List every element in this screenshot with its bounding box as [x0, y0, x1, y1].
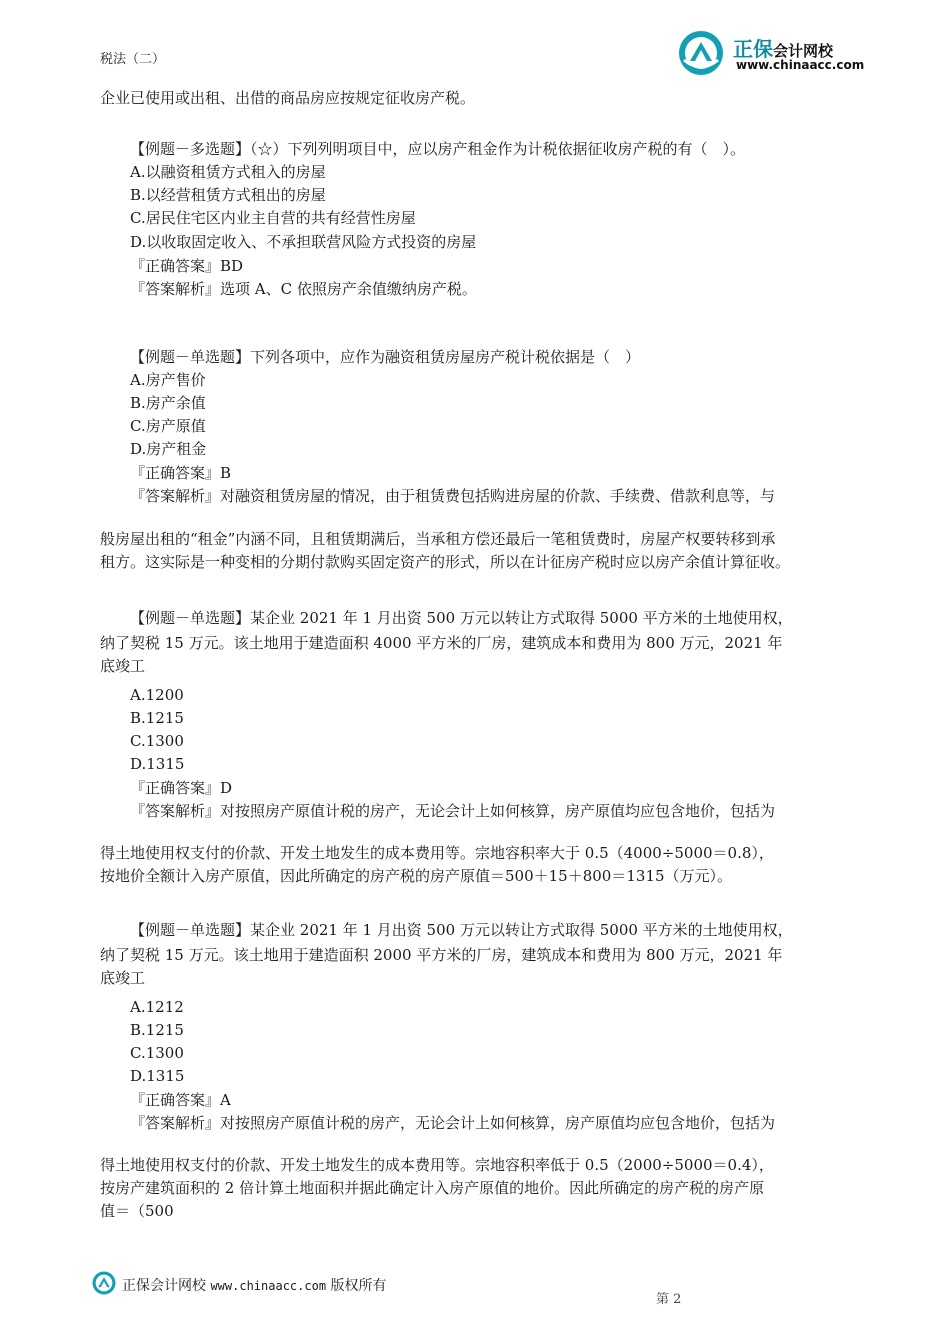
q3-stem-line-2: 纳了契税 15 万元。该土地用于建造面积 4000 平方米的厂房，建筑成本和费用为 800 万元，2021 年	[100, 634, 783, 652]
q3-option-d: D.1315	[130, 755, 185, 773]
chinaacc-logo-icon	[678, 30, 724, 76]
q2-analysis-line-3: 租方。这实际是一种变相的分期付款购买固定资产的形式，所以在计征房产税时应以房产余值计算征收。	[100, 553, 791, 571]
q4-analysis-line-1: 『答案解析』对按照房产原值计税的房产，无论会计上如何核算，房产原值均应包含地价，包括为	[130, 1114, 776, 1132]
q4-analysis-line-2: 得土地使用权支付的价款、开发土地发生的成本费用等。宗地容积率低于 0.5（2000÷5000＝0.4），	[100, 1156, 774, 1174]
q2-analysis-line-2: 般房屋出租的“租金”内涵不同，且租赁期满后，当承租方偿还最后一笔租赁费时，房屋产权要转移到承	[100, 530, 776, 548]
brand-url: www.chinaacc.com	[736, 58, 865, 72]
q4-analysis-line-3: 按房产建筑面积的 2 倍计算土地面积并据此确定计入房产原值的地价。因此所确定的房产税的房产原	[100, 1179, 765, 1197]
q1-analysis: 『答案解析』选项 A、C 依照房产余值缴纳房产税。	[130, 280, 477, 298]
q4-stem-line-2: 纳了契税 15 万元。该土地用于建造面积 2000 平方米的厂房，建筑成本和费用为 800 万元，2021 年	[100, 946, 783, 964]
q1-option-c: C.居民住宅区内业主自营的共有经营性房屋	[130, 209, 416, 227]
q3-analysis-line-3: 按地价全额计入房产原值，因此所确定的房产税的房产原值＝500＋15＋800＝1315（万元）。	[100, 867, 733, 885]
q3-option-b: B.1215	[130, 709, 184, 727]
brand-logo[interactable]	[678, 30, 878, 76]
chinaacc-footer-logo-icon	[92, 1271, 116, 1295]
footer-url[interactable]: www.chinaacc.com	[210, 1279, 327, 1293]
q4-option-c: C.1300	[130, 1044, 184, 1062]
q4-option-b: B.1215	[130, 1021, 184, 1039]
q2-option-c: C.房产原值	[130, 417, 206, 435]
q3-option-a: A.1200	[130, 686, 184, 704]
q2-option-a: A.房产售价	[130, 371, 206, 389]
q3-stem-truncated: 【例题－单选题】某企业 2021 年 1 月出资 500 万元以转让方式取得 5000 平方米的土地使用权，	[130, 609, 793, 627]
footer-rights: 版权所有	[330, 1278, 387, 1294]
q1-stem: 【例题－多选题】（☆）下列列明项目中，应以房产租金作为计税依据征收房产税的有（ ）。	[130, 140, 746, 158]
q2-stem: 【例题－单选题】下列各项中，应作为融资租赁房屋房产税计税依据是（ ）	[130, 348, 641, 366]
q2-option-b: B.房产余值	[130, 394, 206, 412]
intro-paragraph: 企业已使用或出租、出借的商品房应按规定征收房产税。	[100, 89, 476, 107]
q1-answer: 『正确答案』BD	[130, 257, 244, 275]
q4-stem-line-3-truncated: 底竣工	[100, 969, 146, 987]
q3-answer: 『正确答案』D	[130, 779, 233, 797]
q3-analysis-line-2: 得土地使用权支付的价款、开发土地发生的成本费用等。宗地容积率大于 0.5（4000÷5000＝0.8），	[100, 844, 774, 862]
q4-analysis-line-4-truncated: 值＝（500	[100, 1202, 174, 1220]
q1-option-d: D.以收取固定收入、不承担联营风险方式投资的房屋	[130, 233, 477, 251]
q2-analysis-line-1: 『答案解析』对融资租赁房屋的情况，由于租赁费包括购进房屋的价款、手续费、借款利息等，与	[130, 487, 776, 505]
q2-answer: 『正确答案』B	[130, 464, 232, 482]
page-number-truncated: 第 2	[656, 1292, 682, 1307]
q1-option-a: A.以融资租赁方式租入的房屋	[130, 163, 326, 181]
footer-brand: 正保会计网校	[122, 1278, 206, 1294]
q4-answer: 『正确答案』A	[130, 1091, 231, 1109]
q3-analysis-line-1: 『答案解析』对按照房产原值计税的房产，无论会计上如何核算，房产原值均应包含地价，包括为	[130, 802, 776, 820]
q4-stem-truncated: 【例题－单选题】某企业 2021 年 1 月出资 500 万元以转让方式取得 5000 平方米的土地使用权，	[130, 921, 793, 939]
q4-option-a: A.1212	[130, 998, 184, 1016]
q2-option-d: D.房产租金	[130, 440, 207, 458]
q1-option-b: B.以经营租赁方式租出的房屋	[130, 186, 326, 204]
brand-name: 正保会计网校	[733, 37, 834, 61]
truncated-heading: 税法（二）	[100, 52, 166, 67]
q3-stem-line-3-truncated: 底竣工	[100, 657, 146, 675]
q4-option-d: D.1315	[130, 1067, 185, 1085]
q3-option-c: C.1300	[130, 732, 184, 750]
